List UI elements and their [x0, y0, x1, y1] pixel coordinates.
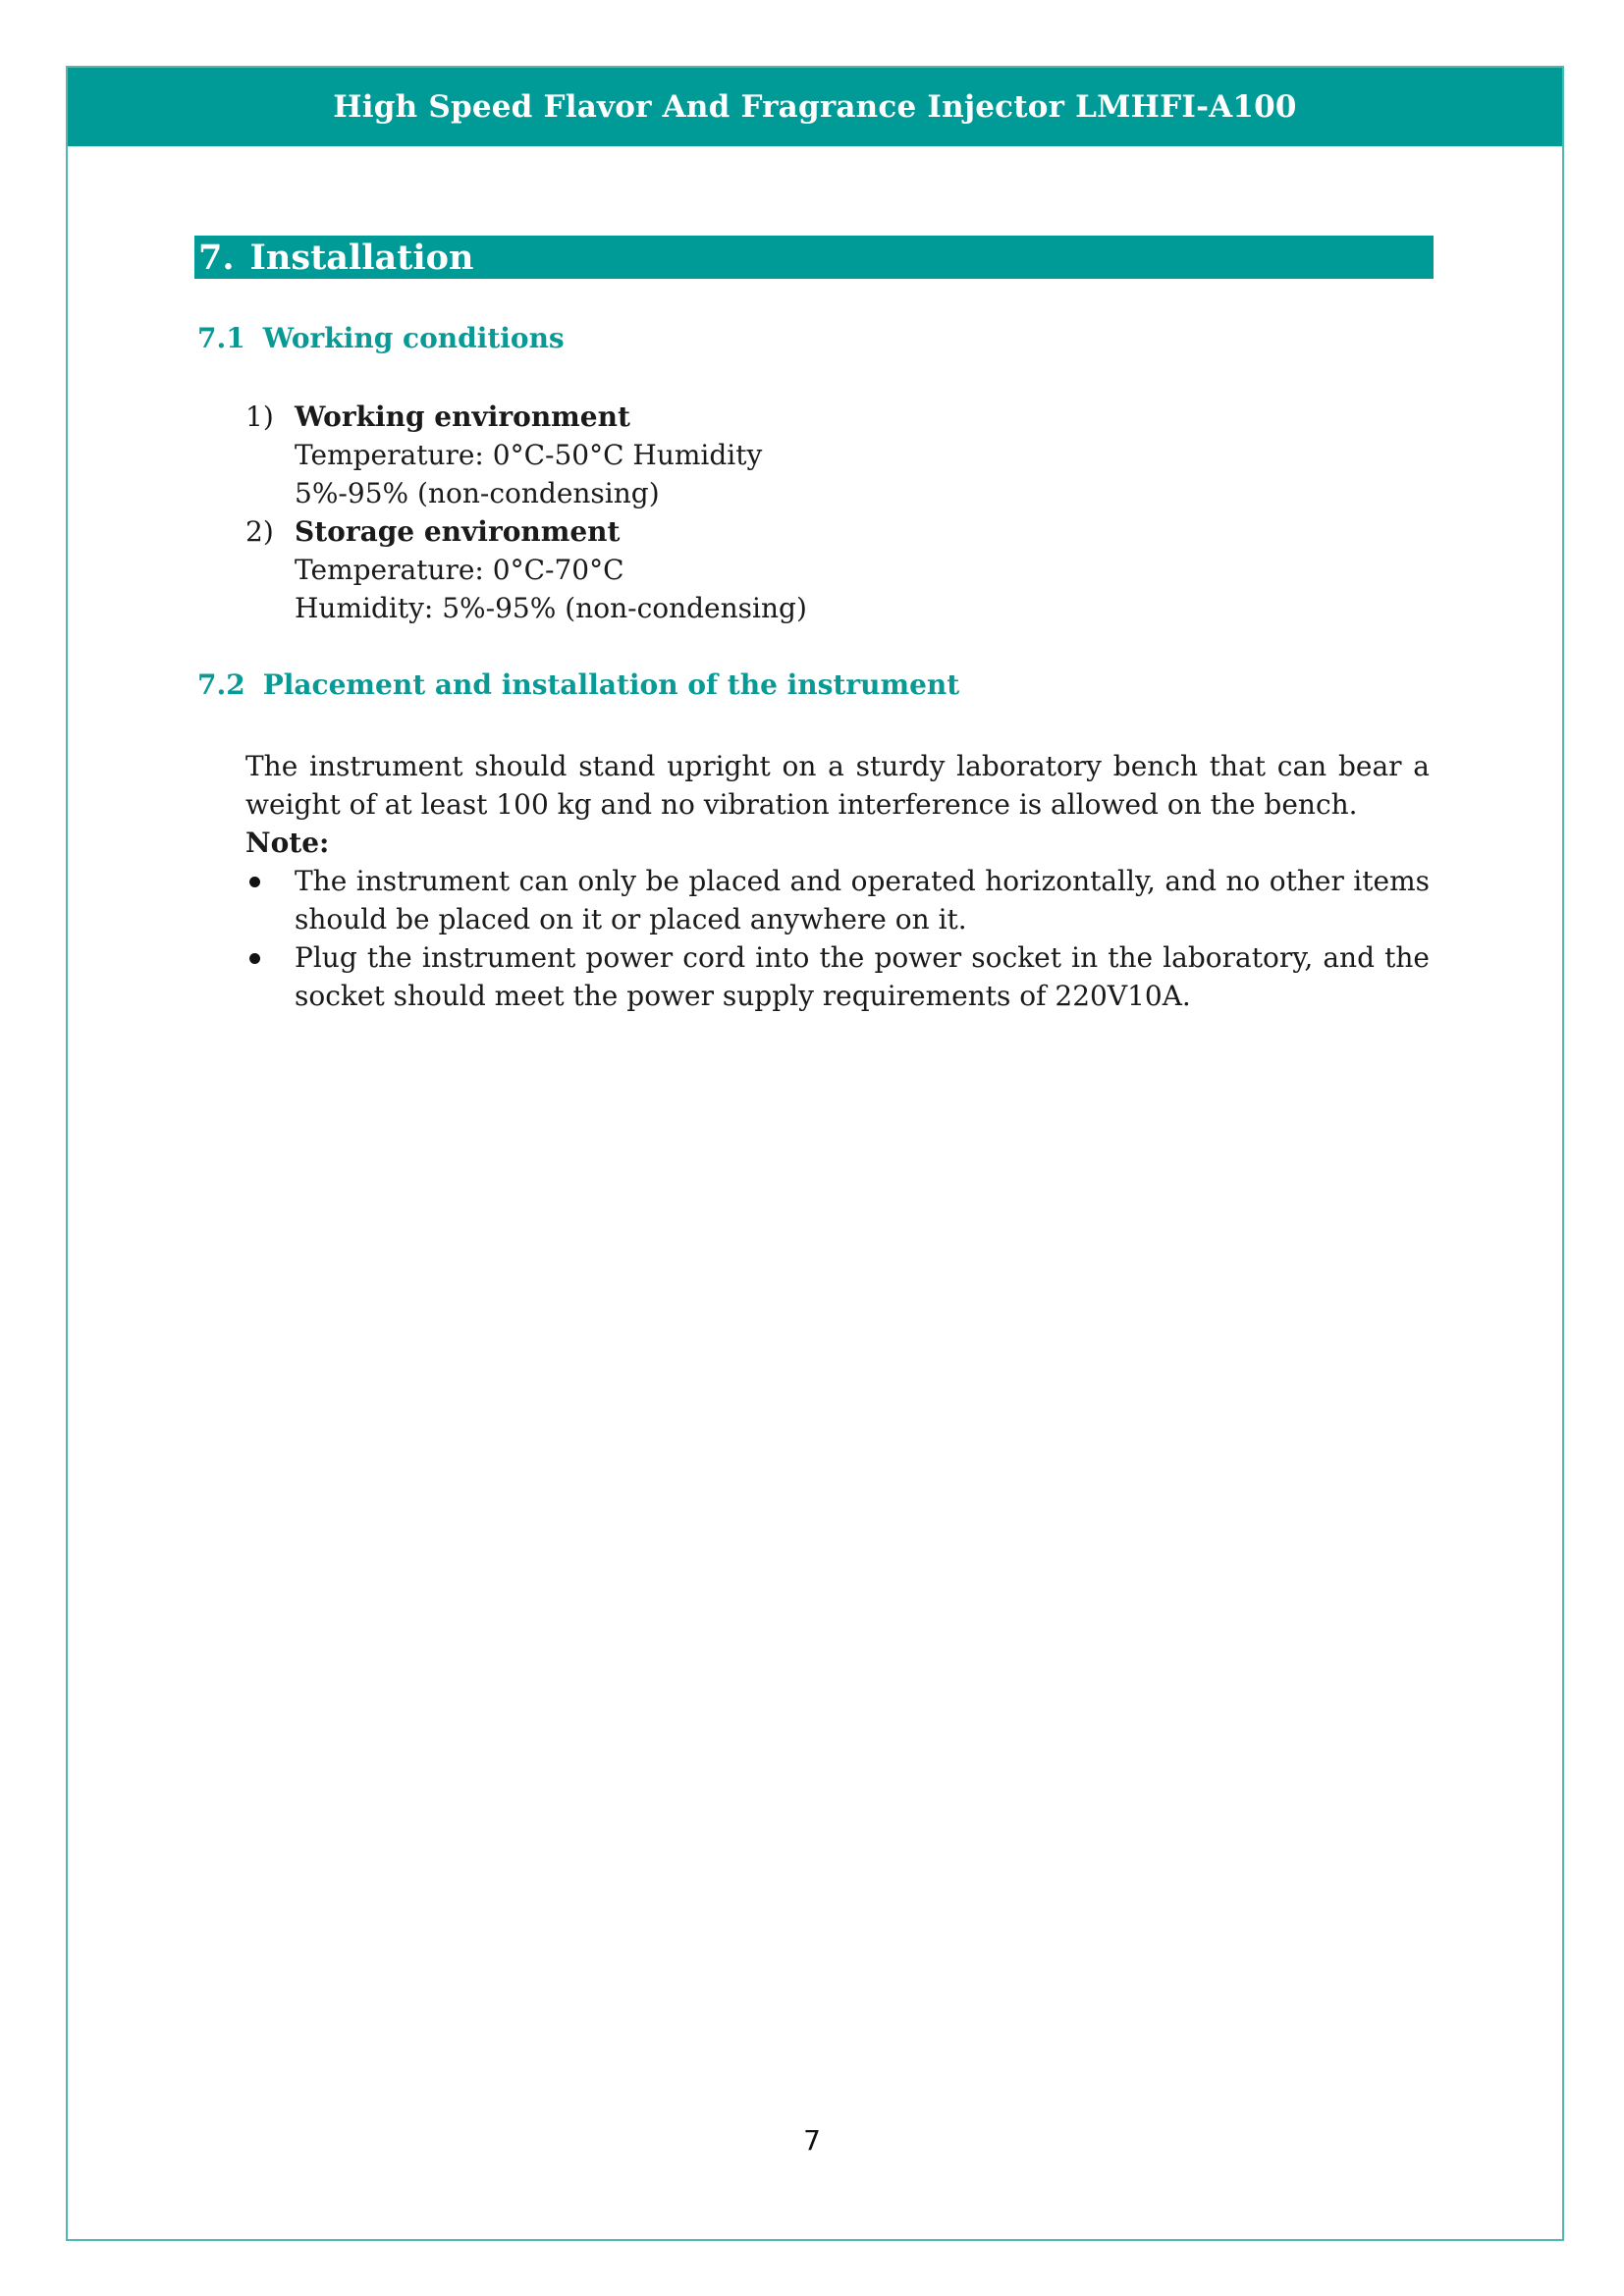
working-conditions-list [245, 398, 807, 627]
document-title: High Speed Flavor And Fragrance Injector LMHFI-A100 [333, 89, 1297, 125]
item-title: Storage environment [295, 515, 621, 548]
bullet-icon [249, 953, 260, 964]
section-title: Installation [249, 237, 474, 278]
placement-content [245, 747, 1430, 1015]
item-line: Temperature: 0°C-50°C Humidity [295, 439, 763, 471]
item-line: Temperature: 0°C-70°C [295, 554, 624, 586]
subsection-heading-working-conditions [197, 322, 565, 354]
section-heading [194, 236, 1434, 279]
bullet-item [245, 862, 1430, 938]
item-line: Humidity: 5%-95% (non-condensing) [295, 592, 807, 624]
header-bar [68, 68, 1562, 146]
list-item-working-environment [245, 398, 807, 512]
bullet-item [245, 938, 1430, 1015]
list-item-storage-environment [245, 512, 807, 627]
note-label: Note: [245, 827, 330, 859]
subsection-title: Working conditions [262, 322, 565, 354]
item-line: 5%-95% (non-condensing) [295, 477, 660, 509]
subsection-title: Placement and installation of the instrument [262, 668, 960, 701]
list-marker: 2) [245, 515, 274, 548]
note-bullets [245, 862, 1430, 1015]
subsection-heading-placement [197, 668, 959, 701]
bullet-text: The instrument can only be placed and operated horizontally, and no other items should be placed on it or placed anywhere on it. [295, 865, 1430, 935]
bullet-text: Plug the instrument power cord into the power socket in the laboratory, and the socket should meet the power supply requirements of 220V10A. [295, 941, 1430, 1012]
bullet-icon [249, 877, 260, 887]
subsection-number: 7.2 [197, 668, 245, 701]
list-marker: 1) [245, 400, 274, 433]
page-frame [66, 66, 1564, 2241]
section-number: 7. [198, 237, 235, 278]
item-title: Working environment [295, 400, 630, 433]
placement-paragraph: The instrument should stand upright on a sturdy laboratory bench that can bear a weight of at least 100 kg and no vibration interference is allowed on the bench. [245, 750, 1430, 821]
page-number: 7 [803, 2124, 821, 2157]
subsection-number: 7.1 [197, 322, 245, 354]
